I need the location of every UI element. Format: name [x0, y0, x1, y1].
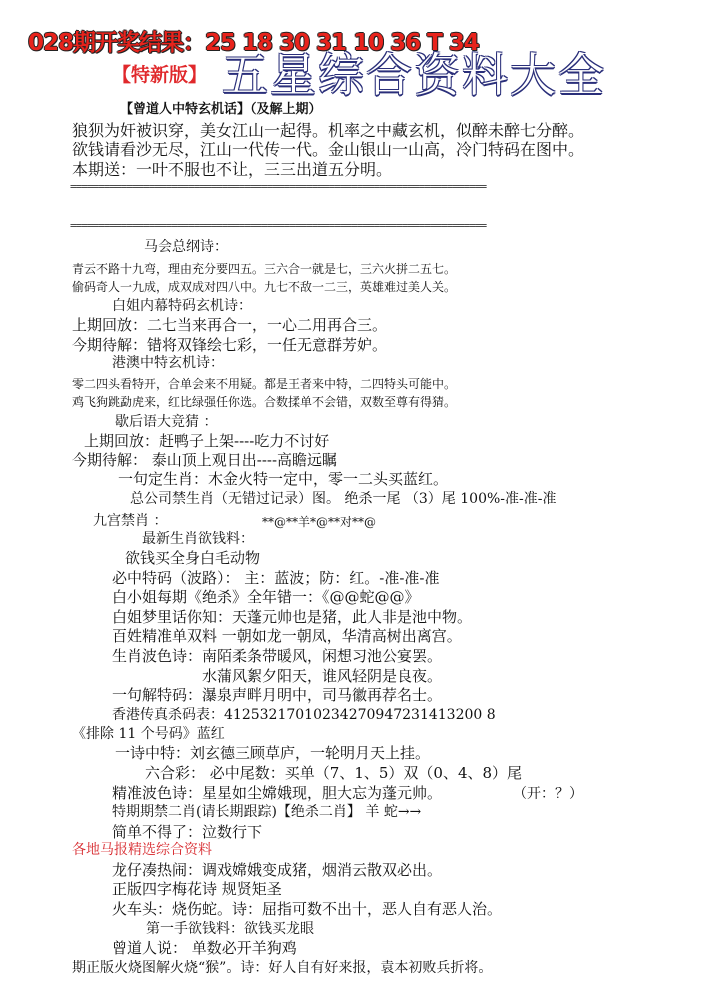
poem-line: 总公司禁生肖（无错过记录）图。 绝杀一尾 （3）尾 100%-准-准-准 — [130, 491, 557, 507]
section-heading: 歇后语大竞猜 ： — [115, 414, 218, 430]
page-title: 五星综合资料大全 — [222, 48, 606, 102]
section-heading: 马会总纲诗： — [144, 239, 228, 255]
poem-line: 白姐梦里话你知：天蓬元帅也是猪，此人非是池中物。 — [112, 608, 473, 626]
poem-line: 九宫禁肖 ： — [93, 513, 168, 529]
edition-badge: 【特新版】 — [112, 64, 208, 86]
poem-line: 鸡飞狗跳勐虎来，红比绿强任你选。合数揉单不会错，双数至尊有得猜。 — [72, 395, 457, 409]
poem-line: 上期回放：赶鸭子上架----吃力不讨好 — [84, 432, 330, 450]
poem-line: 狼狈为奸被识穿，美女江山一起得。机率之中藏玄机，似醉未醉七分醉。 — [72, 121, 585, 140]
poem-line: 龙仔凑热闹：调戏嫦娥变成猪，烟消云散双必出。 — [112, 861, 443, 879]
poem-line: 简单不得了：泣数行下 — [112, 823, 263, 841]
poem-line: 精准波色诗：星星如尘嫦娥现，胆大忘为蓬元帅。 — [112, 784, 443, 802]
poem-line: 一诗中特：刘玄德三顾草庐，一轮明月天上挂。 — [115, 744, 431, 762]
poem-line: 欲钱买全身白毛动物 — [125, 549, 261, 567]
poem-line: 欲钱请看沙无尽，江山一代传一代。金山银山一山高，冷门特码在图中。 — [72, 140, 585, 159]
poem-line: 上期回放：二七当来再合一，一心二用再合三。 — [72, 316, 388, 334]
divider: ========================================================================== — [70, 180, 487, 193]
poem-line: 本期送：一叶不服也不让，三三出道五分明。 — [72, 160, 393, 179]
poem-line: 青云不路十九弯，理由充分要四五。三六合一就是七，三六火拼二五七。 — [72, 262, 457, 276]
poem-line: 六合彩： 必中尾数：买单（7、1、5）双（0、4、8）尾 — [145, 764, 523, 782]
poem-line: 偷码奇人一九成，成双成对四八中。九七不敌一二三，英雄难过美人关。 — [72, 280, 457, 294]
poem-line: **@**羊*@**对**@ — [262, 515, 377, 529]
section-heading: 港澳中特玄机诗： — [112, 355, 224, 371]
divider: ========================================================================== — [70, 219, 487, 232]
poem-line: 必中特码（波路）： 主：蓝波；防：红。-准-准-准 — [112, 569, 440, 587]
poem-line: 正版四字梅花诗 规贤矩圣 — [112, 880, 282, 898]
section-heading: 白姐内幕特码玄机诗： — [112, 298, 252, 314]
poem-line: 水蒲风絮夕阳天，谁风轻阴是良夜。 — [202, 667, 443, 685]
poem-line: 一句定生肖：木金火特一定中，零一二头买蓝红。 — [118, 470, 449, 488]
poem-line: 一句解特码：瀑泉声畔月明中，司马徽再荐名士。 — [112, 686, 443, 704]
poem-line: 曾道人说： 单数必开羊狗鸡 — [112, 939, 297, 957]
poem-line: 香港传真杀码表：41253217010234270947231413200 8 — [112, 707, 496, 723]
draw-result-banner: 028期开奖结果：25 18 30 31 10 36 T 34 — [28, 30, 479, 56]
section-heading: 最新生肖欲钱料： — [142, 531, 254, 547]
section-heading-red: 各地马报精选综合资料 — [72, 842, 212, 858]
poem-line: 百姓精准单双料 一朝如龙一朝凤，华清高树出离宫。 — [112, 627, 462, 645]
poem-line: （开：？） — [513, 786, 583, 802]
poem-line: 第一手欲钱料：欲钱买龙眼 — [146, 921, 314, 937]
poem-line: 今期待解：错将双锋绘七彩，一任无意群芳妒。 — [72, 336, 388, 354]
poem-line: 白小姐每期《绝杀》全年错一：《@@蛇@@》 — [112, 588, 420, 606]
poem-line: 期正版火烧图解火烧“猴”。诗：好人自有好来报，袁本初败兵折将。 — [72, 960, 493, 976]
section-heading-zeng: 【曾道人中特玄机话】（及解上期） — [120, 102, 322, 117]
poem-line: 生肖波色诗：南陌柔条带暖风，闲想习池公宴罢。 — [112, 647, 443, 665]
poem-line: 特期期禁二肖(请长期跟踪)【绝杀二肖】 羊 蛇→→ — [112, 804, 422, 820]
poem-line: 火车头：烧伤蛇。诗：屈指可数不出十，恶人自有恶人治。 — [112, 900, 503, 918]
poem-line: 今期待解： 泰山顶上观日出----高瞻远瞩 — [72, 451, 338, 469]
poem-line: 零二四头看特开，合单会来不用疑。都是王者来中特，二四特头可能中。 — [72, 377, 457, 391]
poem-line: 《排除 11 个号码》蓝红 — [72, 726, 225, 742]
